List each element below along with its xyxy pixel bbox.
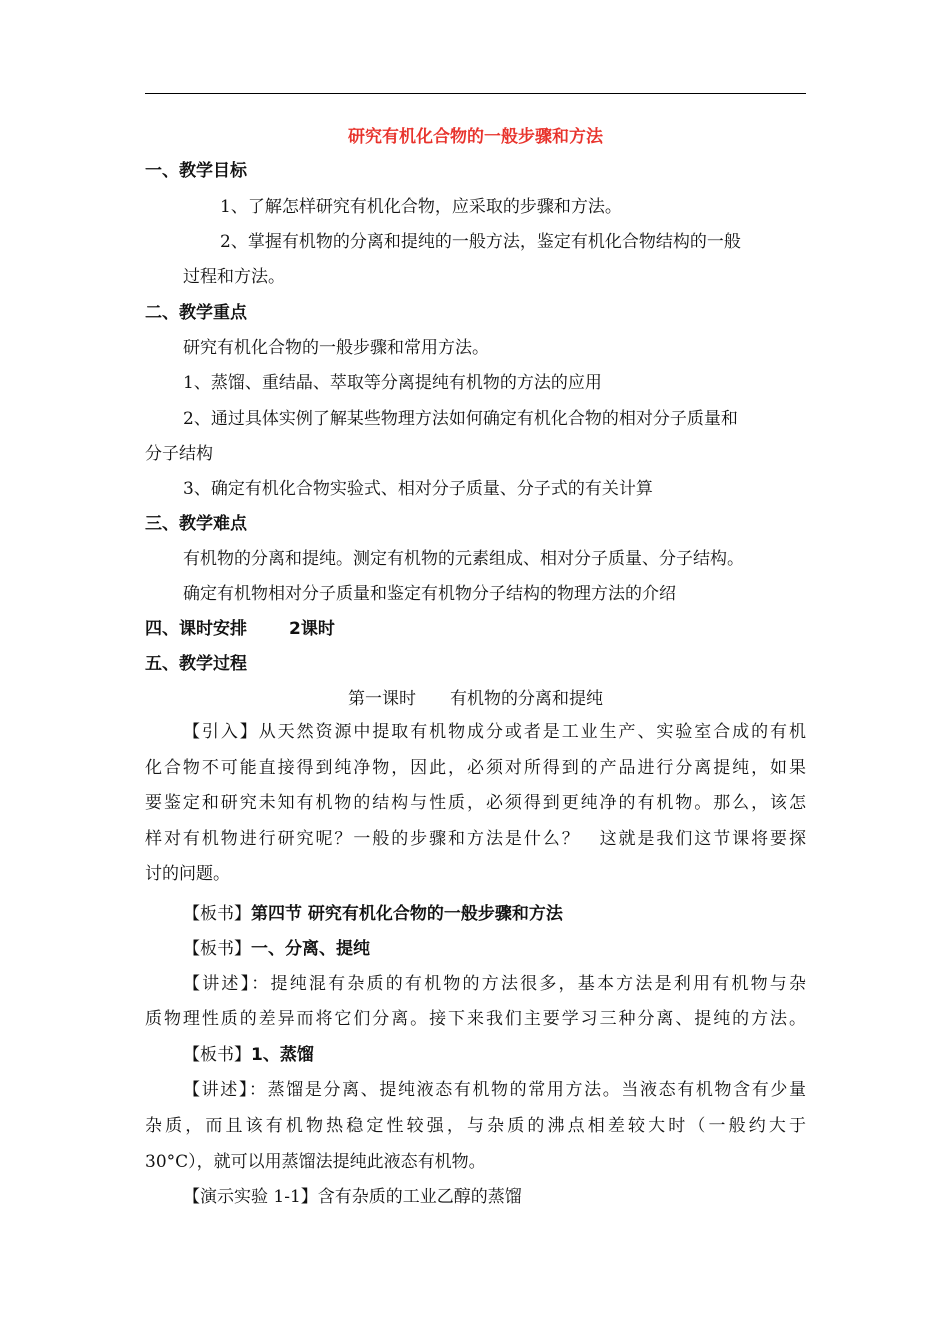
lecture-2-line-1: 【讲述】：蒸馏是分离、提纯液态有机物的常用方法。当液态有机物含有少量 <box>183 1080 806 1100</box>
s3-item-1: 有机物的分离和提纯。测定有机物的元素组成、相对分子质量、分子结构。 <box>183 549 744 569</box>
lecture-1-line-2: 质物理性质的差异而将它们分离。接下来我们主要学习三种分离、提纯的方法。 <box>145 1009 806 1029</box>
s4-heading-label: 四、课时安排 <box>145 619 247 639</box>
s3-item-2: 确定有机物相对分子质量和鉴定有机物分子结构的物理方法的介绍 <box>183 584 676 604</box>
section-5-heading: 五、教学过程 <box>145 654 247 674</box>
lecture-1-line-1: 【讲述】：提纯混有杂质的有机物的方法很多，基本方法是利用有机物与杂 <box>183 974 806 994</box>
section-3-heading: 三、教学难点 <box>145 514 247 534</box>
board-1 <box>145 901 844 927</box>
s2-intro: 研究有机化合物的一般步骤和常用方法。 <box>183 338 489 358</box>
demo-experiment: 【演示实验 1-1】含有杂质的工业乙醇的蒸馏 <box>183 1187 522 1207</box>
s2-item-2: 2、通过具体实例了解某些物理方法如何确定有机化合物的相对分子质量和 <box>183 409 738 429</box>
board-3-tag: 【板书】 <box>183 1045 251 1065</box>
board-1-tag: 【板书】 <box>183 904 251 924</box>
header-rule <box>145 93 806 94</box>
intro-line-5: 讨的问题。 <box>145 864 230 884</box>
s1-item-2-cont: 过程和方法。 <box>183 267 285 287</box>
s2-item-2-cont: 分子结构 <box>145 444 213 464</box>
board-2-text: 一、分离、提纯 <box>251 939 370 959</box>
lecture-2-line-2: 杂质，而且该有机物热稳定性较强，与杂质的沸点相差较大时（一般约大于 <box>145 1116 806 1136</box>
s1-item-1: 1、了解怎样研究有机化合物，应采取的步骤和方法。 <box>220 197 622 217</box>
board-3 <box>145 1042 844 1068</box>
s1-item-2: 2、掌握有机物的分离和提纯的一般方法，鉴定有机化合物结构的一般 <box>220 232 741 252</box>
lesson-title: 第一课时 有机物的分离和提纯 <box>348 689 603 709</box>
section-2-heading: 二、教学重点 <box>145 303 247 323</box>
s4-hours: 2课时 <box>289 619 335 639</box>
lecture-2-line-3: 30°C），就可以用蒸馏法提纯此液态有机物。 <box>145 1152 486 1172</box>
section-1-heading: 一、教学目标 <box>145 161 247 181</box>
board-2-tag: 【板书】 <box>183 939 251 959</box>
board-2 <box>145 936 844 962</box>
document-title: 研究有机化合物的一般步骤和方法 <box>348 127 603 147</box>
intro-line-4: 样对有机物进行研究呢？一般的步骤和方法是什么？ 这就是我们这节课将要探 <box>145 829 806 849</box>
section-4-heading <box>145 616 806 642</box>
intro-line-1: 【引入】从天然资源中提取有机物成分或者是工业生产、实验室合成的有机 <box>183 722 806 742</box>
board-3-text: 1、蒸馏 <box>251 1045 314 1065</box>
s2-item-1: 1、蒸馏、重结晶、萃取等分离提纯有机物的方法的应用 <box>183 373 602 393</box>
intro-line-3: 要鉴定和研究未知有机物的结构与性质，必须得到更纯净的有机物。那么，该怎 <box>145 793 806 813</box>
intro-line-2: 化合物不可能直接得到纯净物，因此，必须对所得到的产品进行分离提纯，如果 <box>145 758 806 778</box>
s2-item-3: 3、确定有机化合物实验式、相对分子质量、分子式的有关计算 <box>183 479 653 499</box>
board-1-text: 第四节 研究有机化合物的一般步骤和方法 <box>251 904 563 924</box>
